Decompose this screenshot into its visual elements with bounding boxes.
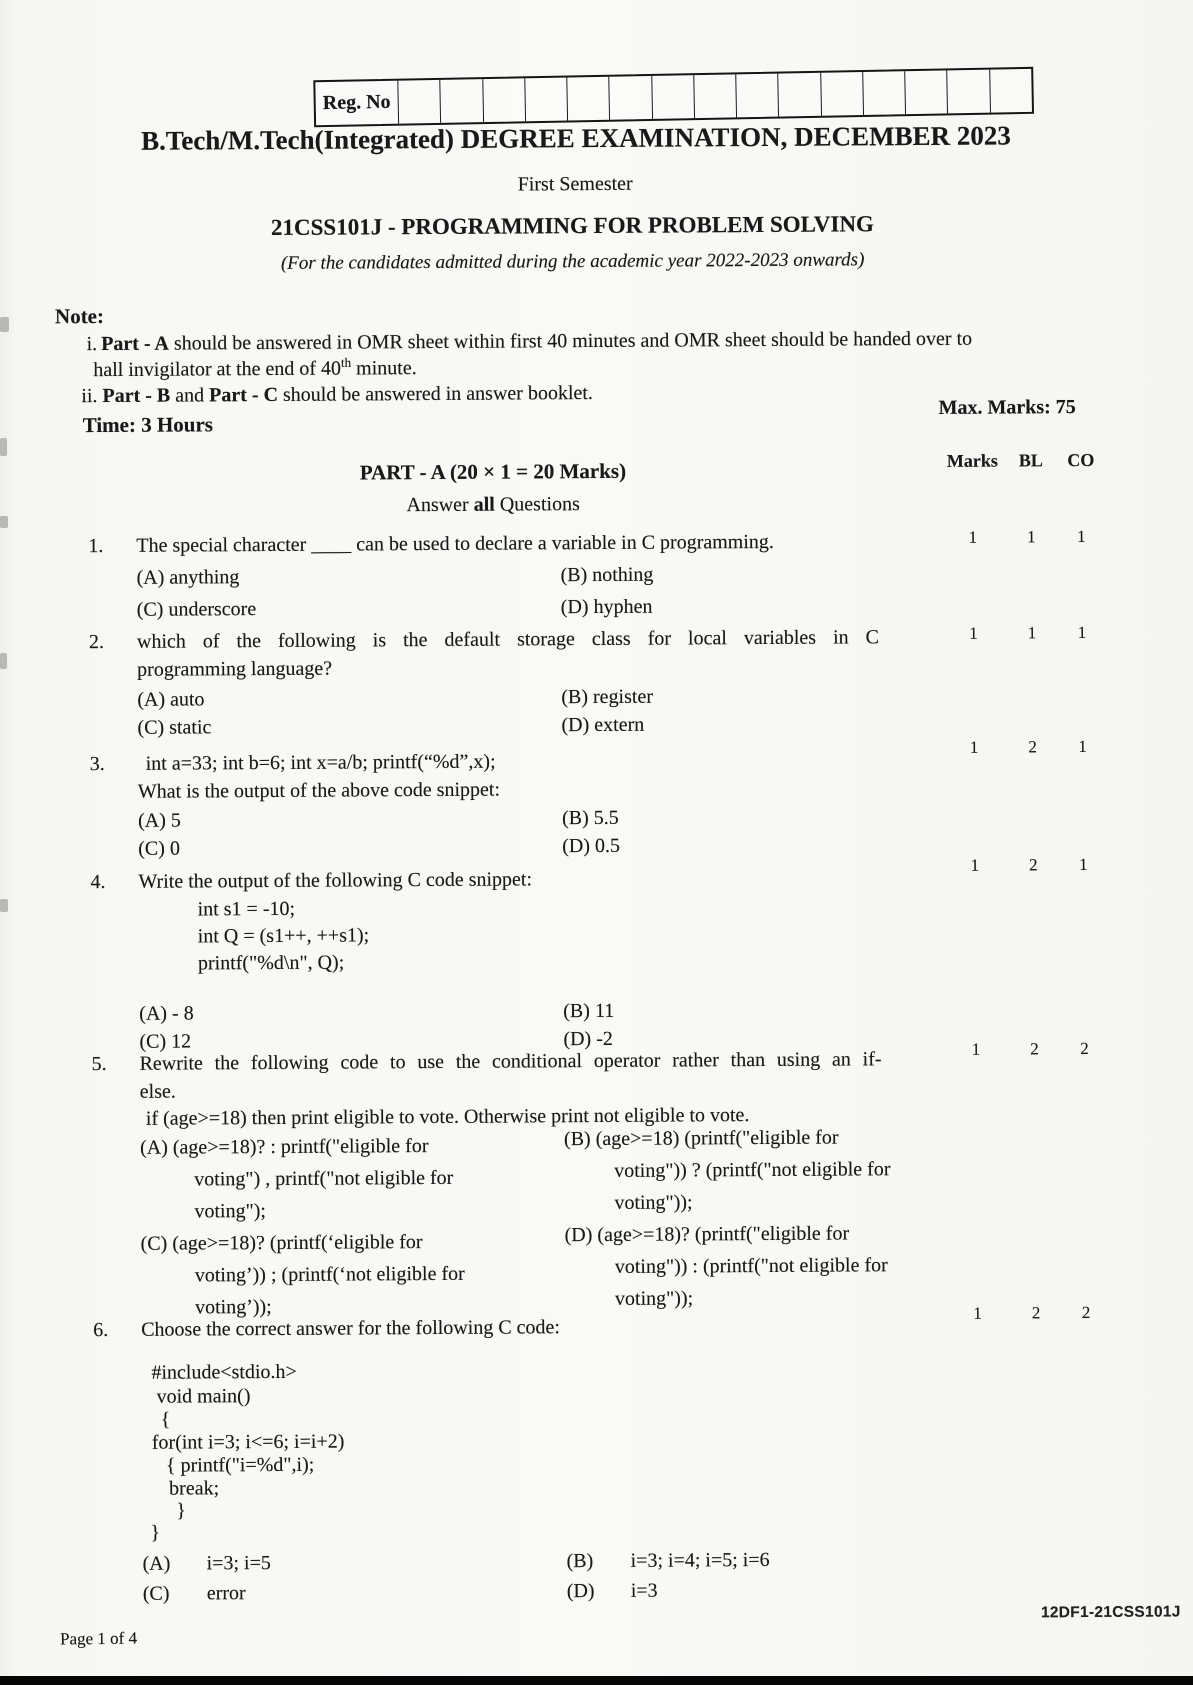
- reg-cell: [778, 73, 821, 117]
- reg-cell: [482, 78, 525, 122]
- note-ii-part-b: Part - B: [102, 384, 171, 408]
- reg-cell: [693, 74, 736, 118]
- question-3-code-line: int a=33; int b=6; int x=a/b; printf(“%d”,x);: [145, 750, 496, 775]
- option-label: (A): [137, 809, 166, 832]
- option-text: anything: [169, 566, 240, 589]
- option-label: (B): [560, 564, 588, 587]
- question-5-number: 5.: [91, 1052, 107, 1076]
- note-i-text-2a: hall invigilator at the end of 40: [93, 357, 342, 382]
- question-5-marks: [938, 1039, 1113, 1060]
- marks-col-label: Marks: [946, 450, 998, 471]
- option-text: underscore: [168, 598, 257, 621]
- option-d: [562, 834, 620, 859]
- option-text: hyphen: [593, 595, 653, 619]
- reg-cell: [735, 74, 778, 118]
- option-text: 0.5: [594, 834, 621, 858]
- option-text: 5: [170, 809, 181, 832]
- reg-cell: [651, 75, 694, 119]
- note-item-i: [101, 327, 972, 357]
- option-label: (D): [560, 596, 589, 619]
- note-i-number: i.: [86, 333, 98, 356]
- co-value: 1: [1079, 855, 1088, 875]
- question-6-marks: [940, 1303, 1115, 1324]
- question-1-text: The special character ____ can be used to declare a variable in C programming.: [136, 530, 774, 557]
- note-ii-part-c: Part - C: [209, 383, 279, 407]
- bl-value: 2: [1030, 1039, 1039, 1059]
- option-label: (A): [136, 566, 165, 589]
- answer-all-bold: all: [473, 493, 495, 516]
- footer-doc-code: 12DF1-21CSS101J: [1040, 1603, 1181, 1622]
- code-line: for(int i=3; i<=6; i=i+2): [151, 1430, 345, 1454]
- option-d: [561, 595, 653, 621]
- ordinal-suffix: th: [340, 354, 352, 370]
- question-3-number: 3.: [89, 753, 105, 776]
- option-c-line1: [141, 1230, 423, 1257]
- part-a-heading: PART - A (20 × 1 = 20 Marks): [359, 458, 627, 485]
- option-text: 12: [171, 1030, 192, 1053]
- co-value: 1: [1077, 623, 1087, 643]
- reg-cell: [989, 69, 1032, 113]
- answer-all-instruction: [0, 490, 988, 521]
- option-label: (C): [140, 1232, 168, 1255]
- question-3-options-row2: [138, 834, 621, 862]
- marks-value: 1: [970, 855, 980, 875]
- option-label: (C): [137, 716, 165, 739]
- question-4-options-row1: [139, 999, 615, 1026]
- question-1-options-row2: [136, 595, 653, 623]
- option-label: (D): [566, 1580, 595, 1603]
- option-label: (A): [139, 1002, 168, 1025]
- question-1-marks: [935, 527, 1110, 548]
- question-1-number: 1.: [88, 535, 104, 558]
- bl-col-label: BL: [1018, 450, 1043, 471]
- option-label: (C): [139, 1030, 167, 1053]
- note-i-part-a: Part - A: [101, 332, 169, 356]
- reg-cell: [440, 79, 483, 123]
- co-col-label: CO: [1067, 449, 1095, 471]
- answer-prefix: Answer: [406, 493, 474, 517]
- question-5-text: Rewrite the following code to use the conditional operator rather than using an if-: [139, 1048, 882, 1075]
- reg-no-box: [313, 67, 1034, 127]
- code-line: #include<stdio.h>: [151, 1360, 297, 1384]
- option-text: i=3; i=5: [206, 1552, 271, 1575]
- option-c-line3: voting’));: [194, 1295, 272, 1319]
- scan-artifact: [0, 653, 7, 669]
- question-4-text: Write the output of the following C code snippet:: [138, 868, 533, 893]
- reg-cell: [566, 77, 609, 121]
- co-value: 2: [1080, 1038, 1089, 1059]
- question-3-text: What is the output of the above code snippet:: [137, 778, 501, 803]
- option-a-line2: voting") , printf("not eligible for: [194, 1166, 454, 1191]
- marks-value: 1: [971, 1039, 981, 1059]
- answer-suffix: Questions: [494, 493, 580, 516]
- option-a: [138, 810, 181, 832]
- note-label: Note:: [54, 303, 105, 329]
- option-c: [138, 838, 180, 860]
- bottom-scan-bar: [0, 1676, 1193, 1685]
- code-line: { printf("i=%d",i);: [165, 1453, 315, 1477]
- admission-note: (For the candidates admitted during the academic year 2022-2023 onwards): [280, 249, 865, 274]
- code-line: int Q = (s1++, ++s1);: [197, 924, 370, 948]
- option-b: [563, 999, 614, 1024]
- question-2-options-row2: [137, 713, 645, 740]
- reg-no-label: Reg. No: [322, 90, 391, 115]
- reg-cell: [820, 72, 863, 116]
- option-text: nothing: [592, 563, 654, 587]
- scan-artifact: [0, 516, 8, 528]
- option-text: (age>=18) (printf("eligible for: [595, 1126, 839, 1151]
- question-6-options-row1: [142, 1548, 770, 1577]
- option-d-line3: voting"));: [614, 1287, 694, 1310]
- question-3-options-row1: [137, 806, 619, 834]
- question-2-text-line2: programming language?: [137, 657, 333, 681]
- exam-title: B.Tech/M.Tech(Integrated) DEGREE EXAMINATION, DECEMBER 2023: [140, 120, 1011, 156]
- option-label: (B): [563, 1128, 591, 1151]
- question-6-number: 6.: [93, 1318, 109, 1342]
- bl-value: 1: [1027, 527, 1036, 547]
- marks-value: 1: [969, 623, 978, 643]
- option-b: [560, 563, 653, 589]
- option-label: (B): [566, 1550, 594, 1573]
- course-title: 21CSS101J - PROGRAMMING FOR PROBLEM SOLVING: [270, 211, 874, 240]
- code-line: }: [176, 1499, 186, 1522]
- option-label: (C): [142, 1582, 170, 1605]
- option-label: (A): [137, 688, 166, 711]
- question-1-options-row1: [136, 563, 654, 591]
- code-line: }: [150, 1521, 161, 1544]
- question-4-number: 4.: [90, 871, 106, 894]
- question-2-marks: [936, 623, 1111, 644]
- code-line: break;: [169, 1477, 220, 1500]
- option-text: 11: [594, 999, 615, 1023]
- option-d-line1: [565, 1221, 850, 1248]
- option-text: (age>=18)? (printf(‘eligible for: [172, 1231, 423, 1255]
- option-b: [567, 1548, 770, 1574]
- bl-value: 2: [1031, 1303, 1041, 1323]
- semester: First Semester: [517, 172, 633, 196]
- note-i-text: should be answered in OMR sheet within first 40 minutes and OMR sheet should be handed over to: [168, 327, 973, 355]
- option-label: (B): [561, 686, 589, 709]
- question-4-marks: [937, 855, 1112, 876]
- option-text: extern: [594, 713, 645, 737]
- co-value: 1: [1078, 737, 1087, 757]
- code-line: void main(): [156, 1385, 251, 1408]
- option-b-line3: voting"));: [614, 1191, 693, 1214]
- option-text: (age>=18)? : printf("eligible for: [172, 1135, 429, 1159]
- reg-cell: [397, 80, 440, 124]
- option-label: (C): [138, 837, 165, 860]
- option-d: [567, 1579, 658, 1605]
- reg-cell: [609, 76, 652, 120]
- option-label: (D): [562, 835, 591, 858]
- code-line: int s1 = -10;: [197, 897, 296, 921]
- option-text: (age>=18)? (printf("eligible for: [597, 1222, 850, 1247]
- reg-cell: [947, 70, 990, 114]
- reg-cell: [524, 78, 567, 122]
- option-text: 0: [169, 837, 180, 860]
- note-item-i-line2: [93, 356, 417, 383]
- option-text: -2: [596, 1027, 613, 1051]
- marks-value: 1: [973, 1303, 982, 1323]
- question-6-text: Choose the correct answer for the following C code:: [141, 1316, 560, 1341]
- option-c: [143, 1582, 246, 1605]
- bl-value: 2: [1028, 737, 1037, 757]
- marks-value: 1: [969, 737, 979, 757]
- question-2-number: 2.: [88, 631, 105, 654]
- option-label: (C): [136, 598, 164, 621]
- option-label: (A): [139, 1136, 168, 1159]
- option-text: 5.5: [593, 806, 619, 830]
- option-label: (B): [561, 807, 589, 830]
- option-b-line1: [564, 1126, 839, 1153]
- question-2-text: which of the following is the default storage class for local variables in C: [136, 626, 880, 653]
- code-line: printf("%d\n", Q);: [197, 951, 345, 975]
- question-6-options-row2: [142, 1579, 658, 1607]
- option-a-line1: [140, 1134, 429, 1161]
- option-b: [562, 806, 619, 831]
- reg-cell: [904, 70, 947, 114]
- option-text: i=3; i=4; i=5; i=6: [630, 1548, 770, 1572]
- option-text: static: [169, 716, 212, 739]
- question-2-options-row1: [137, 685, 654, 712]
- option-text: i=3: [630, 1579, 658, 1602]
- bl-value: 2: [1029, 855, 1038, 875]
- scan-artifact: [0, 317, 9, 332]
- co-value: 1: [1077, 527, 1086, 547]
- co-value: 2: [1081, 1302, 1091, 1323]
- question-5-text-line2: else.: [139, 1080, 176, 1103]
- option-label: (D): [564, 1224, 593, 1247]
- max-marks: Max. Marks: 75: [938, 396, 1076, 419]
- scan-artifact: [0, 438, 7, 456]
- option-a: [137, 688, 204, 710]
- marks-value: 1: [968, 527, 978, 547]
- option-text: auto: [170, 688, 205, 711]
- bl-value: 1: [1027, 623, 1037, 643]
- question-5-pseudocode: if (age>=18) then print eligible to vote. Otherwise print not eligible to vote.: [145, 1104, 750, 1130]
- option-a: [139, 1002, 194, 1024]
- option-d: [561, 713, 644, 739]
- time-allowed: Time: 3 Hours: [82, 412, 213, 438]
- option-c: [139, 1030, 191, 1052]
- option-text: error: [206, 1582, 246, 1605]
- option-c: [137, 716, 211, 738]
- footer-page-number: Page 1 of 4: [59, 1628, 138, 1649]
- option-c-line2: voting’)) ; (printf(‘not eligible for: [194, 1262, 465, 1287]
- option-b: [561, 685, 653, 711]
- option-label: (A): [142, 1552, 171, 1575]
- option-b-line2: voting")) ? (printf("not eligible for: [614, 1158, 891, 1182]
- option-a-line3: voting");: [194, 1200, 267, 1223]
- note-ii-number: ii.: [81, 385, 98, 408]
- option-a: [143, 1552, 271, 1575]
- note-item-ii: [102, 381, 593, 409]
- option-label: (D): [563, 1028, 592, 1051]
- question-3-marks: [937, 737, 1112, 758]
- option-label: (D): [561, 714, 590, 737]
- scan-artifact: [0, 899, 8, 912]
- code-line: {: [160, 1408, 171, 1431]
- option-d-line2: voting")) : (printf("not eligible for: [614, 1254, 888, 1278]
- reg-cell: [862, 71, 905, 115]
- option-text: register: [592, 685, 654, 709]
- note-ii-and: and: [170, 384, 210, 407]
- option-c: [137, 598, 257, 621]
- option-label: (B): [563, 1000, 590, 1023]
- option-a: [137, 566, 240, 589]
- option-text: - 8: [171, 1002, 194, 1025]
- note-ii-text: should be answered in answer booklet.: [277, 382, 593, 406]
- note-i-text-2b: minute.: [351, 357, 417, 380]
